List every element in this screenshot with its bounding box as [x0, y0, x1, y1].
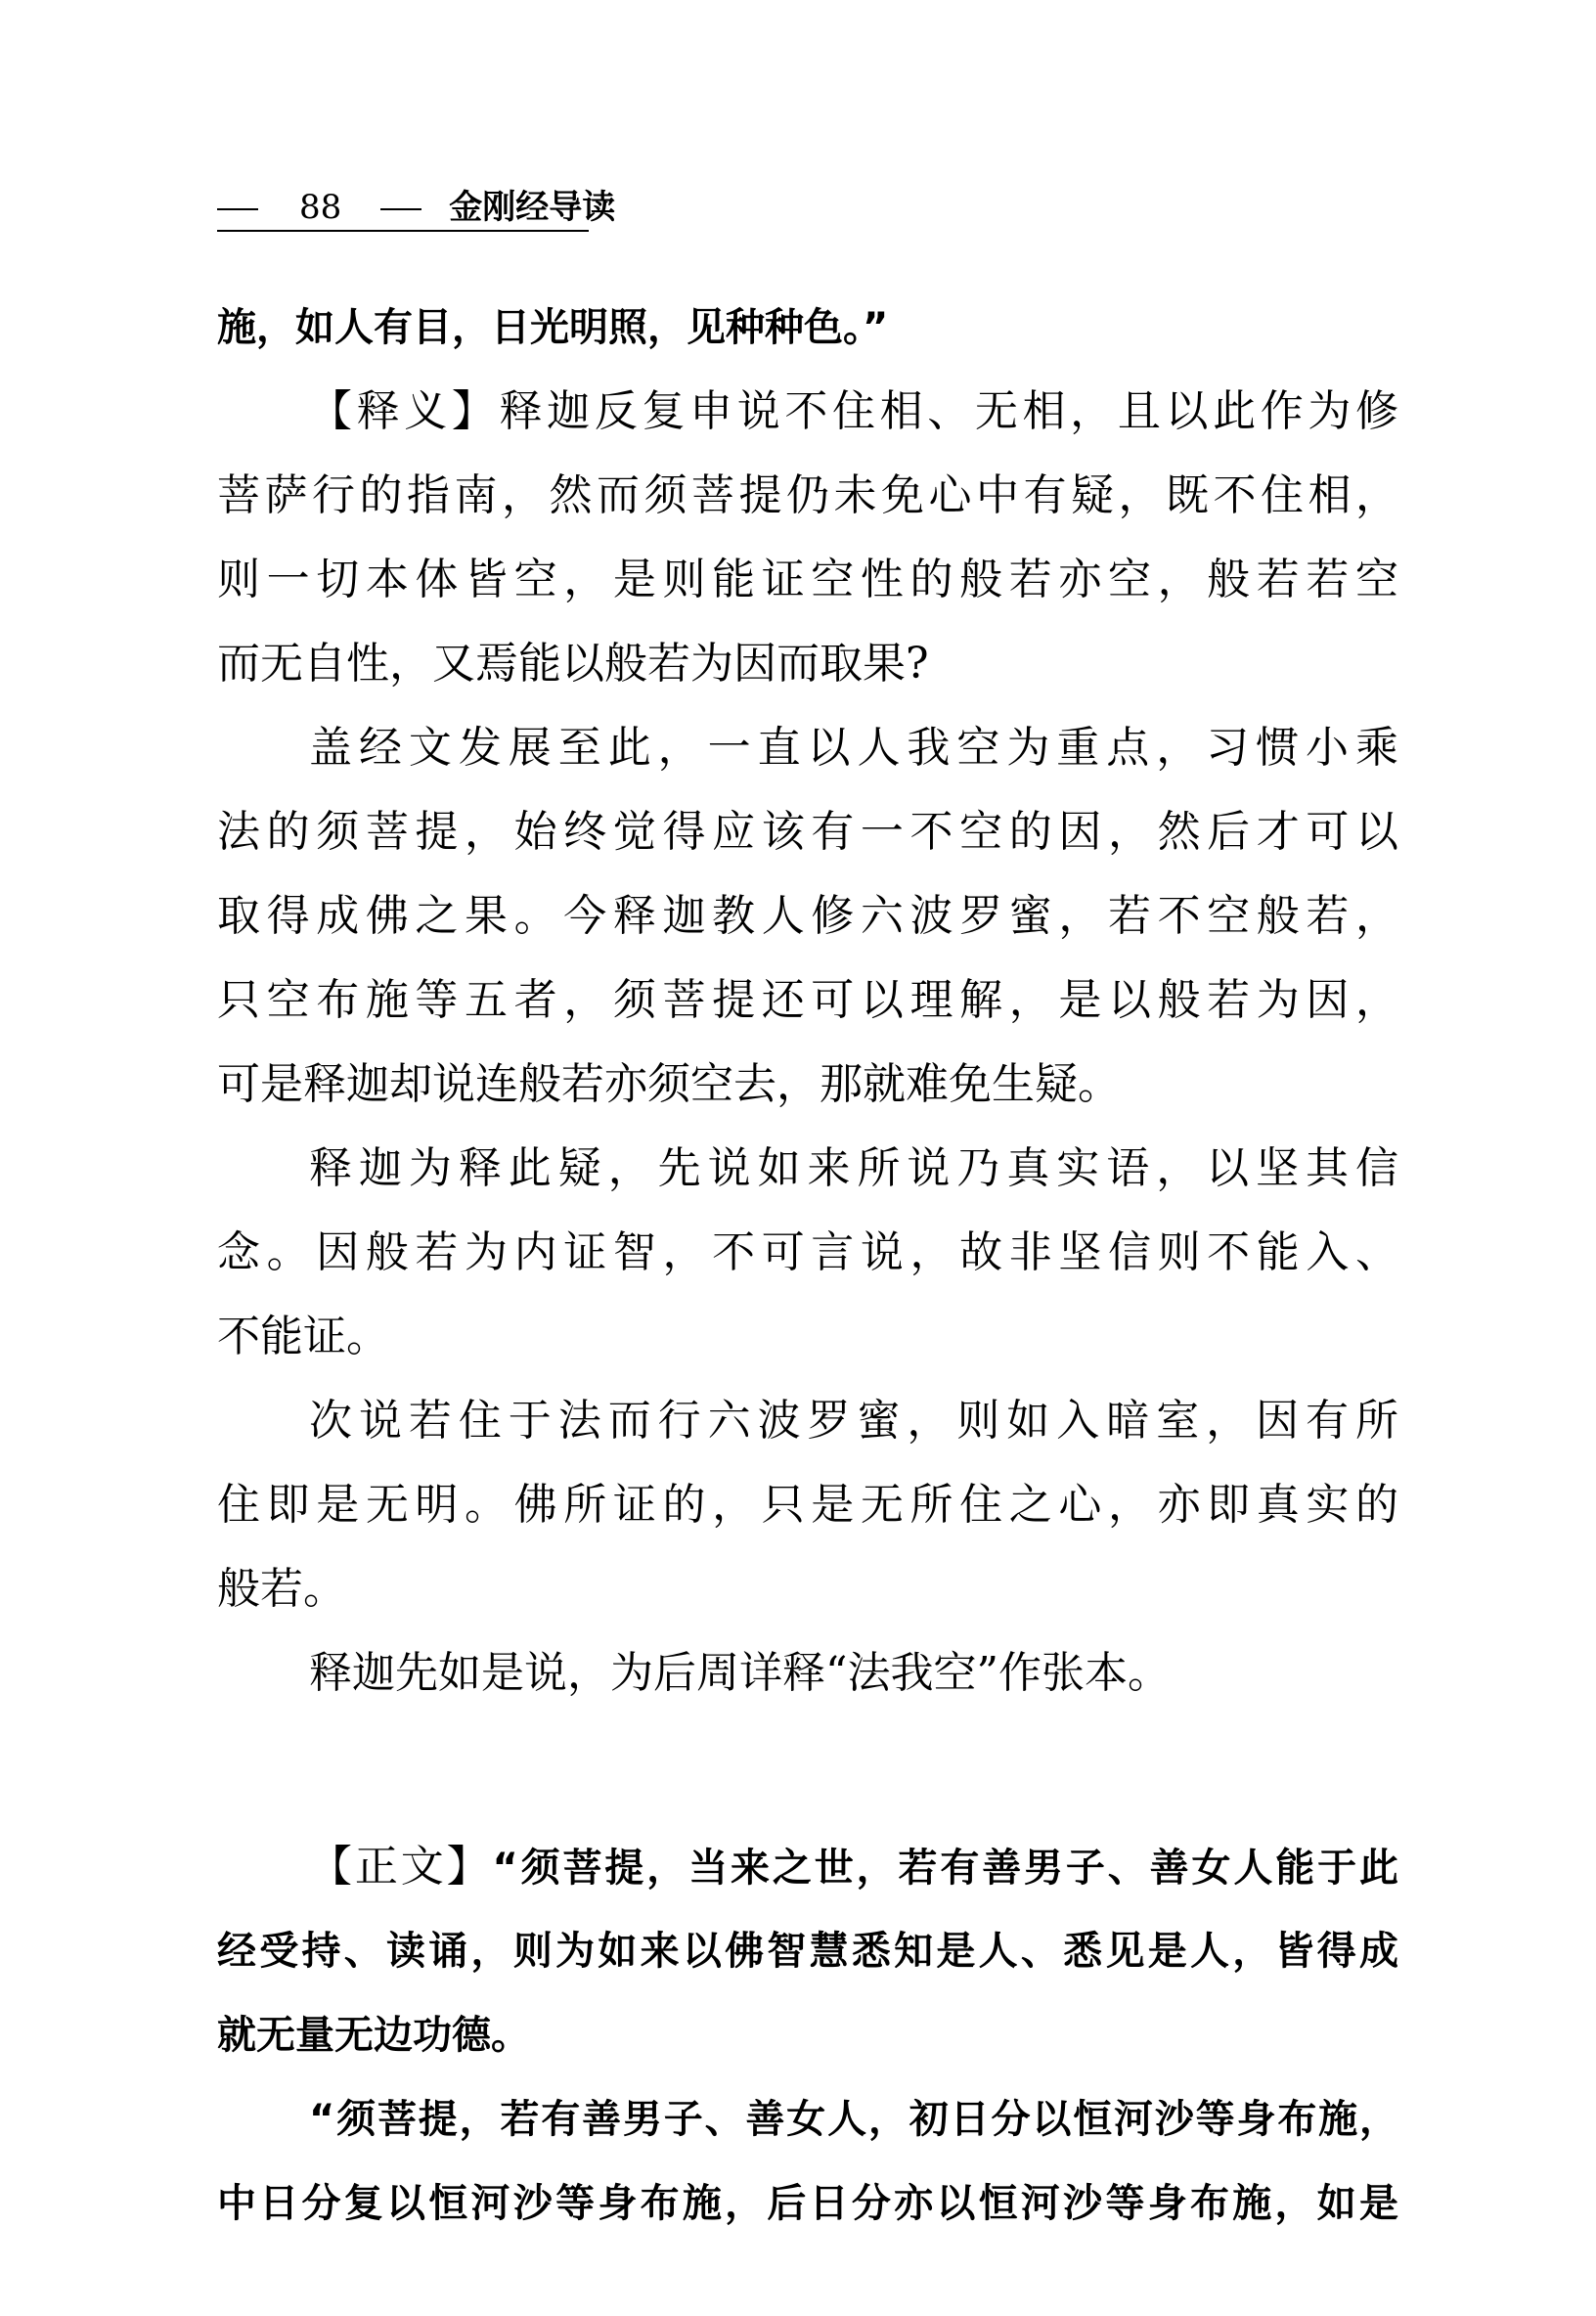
running-header [217, 184, 615, 231]
text-line: 念。因般若为内证智，不可言说，故非坚信则不能入、 [217, 1227, 1398, 1277]
text-line: 次说若住于法而行六波罗蜜，则如入暗室，因有所 [309, 1396, 1398, 1446]
zhengwen-line: “须菩提，若有善男子、善女人，初日分以恒河沙等身布施， [309, 2097, 1398, 2142]
zhengwen-text: “须菩提，当来之世，若有善男子、善女人能于此 [492, 1846, 1399, 1891]
text-line: 可是释迦却说连般若亦须空去，那就难免生疑。 [217, 1059, 1121, 1109]
zhengwen-line: 就无量无边功德。 [217, 2013, 530, 2058]
text-line: 则一切本体皆空，是则能证空性的般若亦空，般若若空 [217, 555, 1398, 604]
text-line: 只空布施等五者，须菩提还可以理解，是以般若为因， [217, 975, 1398, 1025]
zhengwen-line [217, 1825, 1398, 1909]
header-rule [217, 230, 589, 232]
text-line: 不能证。 [217, 1312, 389, 1361]
zhengwen-line: 经受持、读诵，则为如来以佛智慧悉知是人、悉见是人，皆得成 [217, 1929, 1398, 1974]
text-line: 取得成佛之果。今释迦教人修六波罗蜜，若不空般若， [217, 891, 1398, 941]
zhengwen-label: 【正文】 [309, 1842, 493, 1892]
header-dash-left [217, 208, 258, 210]
page-number: 88 [299, 188, 342, 227]
text-line: 施，如人有目，日光明照，见种种色。” [217, 305, 889, 350]
text-line: 盖经文发展至此，一直以人我空为重点，习惯小乘 [309, 723, 1398, 773]
text-line: 法的须菩提，始终觉得应该有一不空的因，然后才可以 [217, 807, 1398, 857]
text-line: 般若。 [217, 1564, 346, 1614]
header-dash-right [380, 208, 421, 210]
zhengwen-line: 中日分复以恒河沙等身布施，后日分亦以恒河沙等身布施，如是 [217, 2181, 1398, 2226]
text-line: 释迦先如是说，为后周详释“法我空”作张本。 [309, 1648, 1171, 1698]
book-title: 金刚经导读 [449, 188, 616, 227]
text-line: 释迦为释此疑，先说如来所说乃真实语，以坚其信 [309, 1143, 1398, 1193]
text-line: 住即是无明。佛所证的，只是无所住之心，亦即真实的 [217, 1480, 1398, 1530]
page-body [217, 286, 1398, 2246]
text-line: 而无自性，又焉能以般若为因而取果? [217, 639, 929, 689]
text-line: 菩萨行的指南，然而须菩提仍未免心中有疑，既不住相， [217, 470, 1398, 520]
text-line: 【释义】释迦反复申说不住相、无相，且以此作为修 [309, 386, 1398, 436]
section-gap [217, 1715, 1398, 1825]
